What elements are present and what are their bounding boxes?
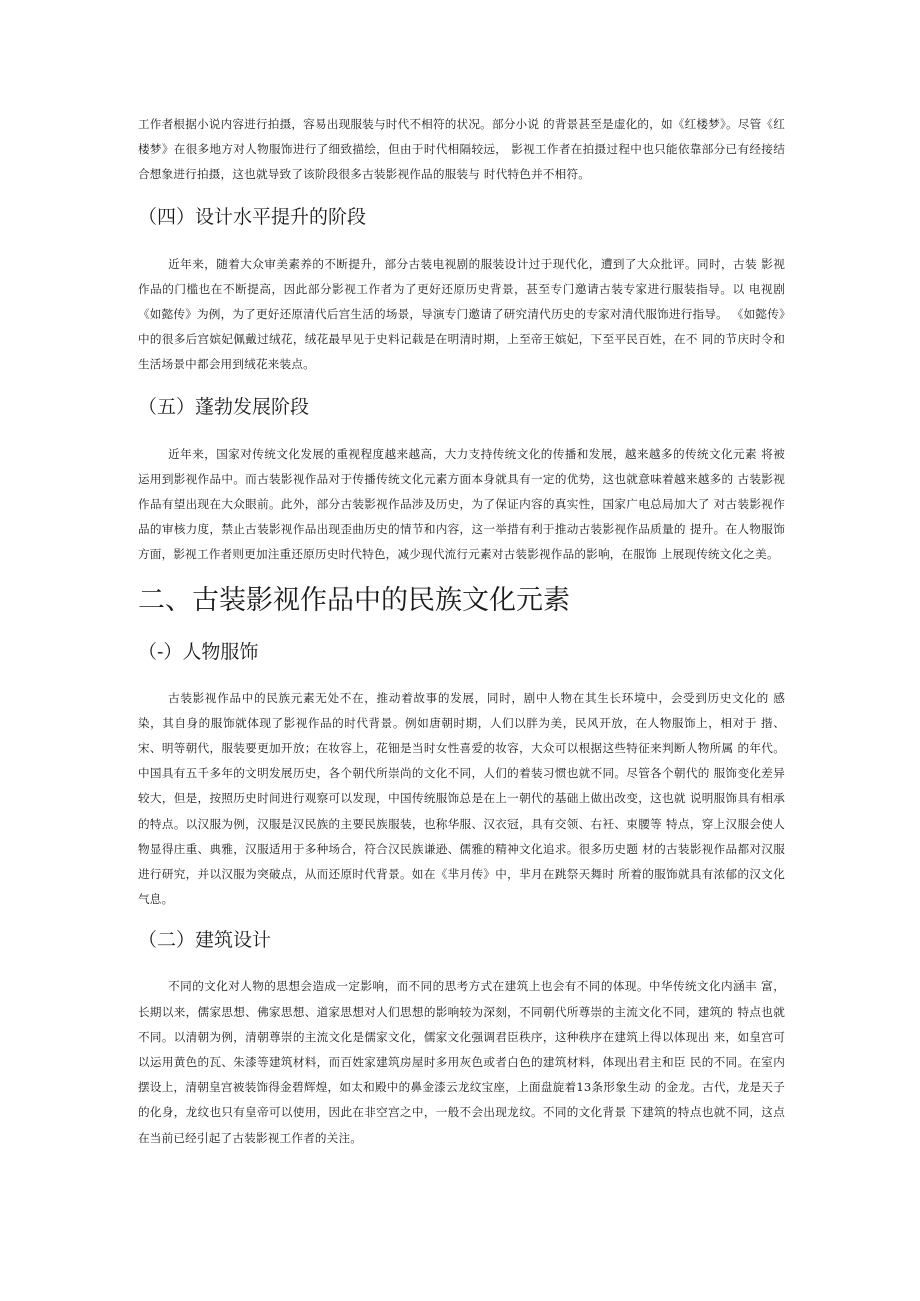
- paragraph-design-level-improvement: 近年来，随着大众审美素养的不断提升，部分古装电视剧的服装设计过于现代化，遭到了大众批评。同时，古装 影视作品的门槛也在不断提高，因此部分影视工作者为了更好还原历史背景，甚至专门邀请古装专家进行服装指导。以 电视剧《如懿传》为例，为了更好还原清代后宫生活的场景，导演专门邀请了研究清代历史的专家对清代服饰进行指导。 《如懿传》中的很多后宫嫔妃佩戴过绒花，绒花最早见于史料记载是在明清时期，上至帝王嫔妃，下至平民百姓，在不 同的节庆时令和生活场景中都会用到绒花来装点。: [138, 256, 785, 372]
- chapter-heading-2: 二、古装影视作品中的民族文化元素: [138, 584, 570, 616]
- paragraph-costume-era-mismatch: 工作者根据小说内容进行拍摄，容易出现服装与时代不相符的状况。部分小说 的背景甚至是虚化的，如《红楼梦》。尽管《红楼梦》在很多地方对人物服饰进行了细致描绘，但由于时代相隔较远， 影视工作者在拍摄过程中也只能依靠部分已有经接结合想象进行拍摄，这也就导致了该阶段很多古装影视作品的服装与 时代特色并不相符。: [138, 117, 785, 182]
- subsection-heading-costume: （-）人物服饰: [138, 640, 259, 663]
- paragraph-character-costume: 古装影视作品中的民族元素无处不在，推动着故事的发展，同时，剧中人物在其生长环境中，会受到历史文化的 感染，其自身的服饰就体现了影视作品的时代背景。例如唐朝时期，人们以胖为美，民风开放，在人物服饰上，相对于 揩、宋、明等朝代，服装要更加开放；在妆容上，花钿是当时女性喜爱的妆容，大众可以根据这些特征来判断人物所属 的年代。中国具有五千多年的文明发展历史，各个朝代所崇尚的文化不同，人们的着装习惯也就不同。尽管各个朝代的 服饰变化差异较大，但是，按照历史时间进行观察可以发现，中国传统服饰总是在上一朝代的基础上做出改变，这也就 说明服饰具有相承的特点。以汉服为例，汉服是汉民族的主要民族服装，也称华服、汉衣冠，具有交领、右衽、束腰等 特点，穿上汉服会使人物显得庄重、典雅，汉服适用于多种场合，符合汉民族谦逊、儒雅的精神文化追求。很多历史题 材的古装影视作品都对汉服进行研究，并以汉服为突破点，从而还原时代背景。如在《芈月传》中，芈月在跳祭天舞时 所着的服饰就具有浓郁的汉文化气息。: [138, 690, 785, 907]
- paragraph-booming-development: 近年来，国家对传统文化发展的重视程度越来越高，大力支持传统文化的传播和发展，越来越多的传统文化元素 将被运用到影视作品中。而古装影视作品对于传播传统文化元素方面本身就具有一定的优势，这也就意味着越来越多的 古装影视作品有望出现在大众眼前。此外，部分古装影视作品涉及历史，为了保证内容的真实性，国家广电总局加大了 对古装影视作品的审核力度，禁止古装影视作品出现歪曲历史的情节和内容，这一举措有利于推动古装影视作品质量的 提升。在人物服饰方面，影视工作者则更加注重还原历史时代特色，减少现代流行元素对古装影视作品的影响，在服饰 上展现传统文化之美。: [138, 446, 785, 562]
- document-page: [138, 112, 785, 1151]
- section-heading-5: （五）蓬勃发展阶段: [138, 395, 310, 418]
- section-heading-4: （四）设计水平提升的阶段: [138, 205, 367, 228]
- paragraph-architecture-design: 不同的文化对人物的思想会造成一定影响，而不同的思考方式在建筑上也会有不同的体现。中华传统文化内涵丰 富，长期以来，儒家思想、佛家思想、道家思想对人们思想的影响较为深刻，不同朝代所尊崇的主流文化不同，建筑的 特点也就不同。以清朝为例，清朝尊崇的主流文化是儒家文化，儒家文化强调君臣秩序，这种秩序在建筑上得以体现出 来，如皇宫可以运用黄色的瓦、朱漆等建筑材料，而百姓家建筑房屋时多用灰色或者白色的建筑材料，体现出君主和臣 民的不同。在室内摆设上，清朝皇宫被装饰得金碧辉煌，如太和殿中的鼻金漆云龙纹宝座，上面盘旋着13条形象生动 的金龙。古代，龙是天子的化身，龙纹也只有皇帝可以使用，因此在非空宫之中，一般不会出现龙纹。不同的文化背景 下建筑的特点也就不同，这点在当前已经引起了古装影视工作者的关注。: [138, 979, 785, 1145]
- subsection-heading-architecture: （二）建筑设计: [138, 929, 272, 952]
